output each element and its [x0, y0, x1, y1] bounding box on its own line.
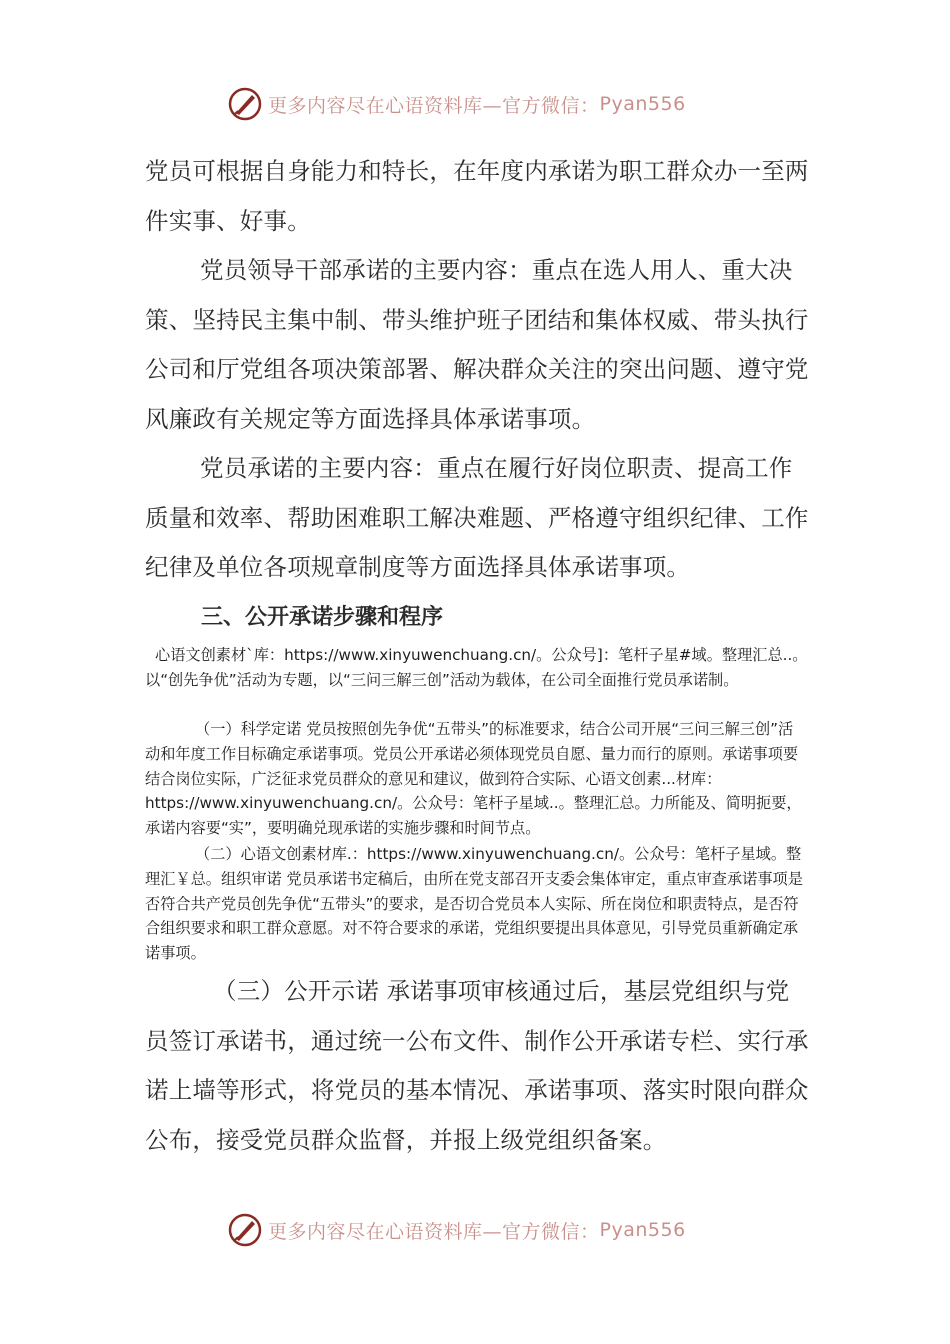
- paragraph-leader-commitment: 党员领导干部承诺的主要内容：重点在选人用人、重大决策、坚持民主集中制、带头维护班子团结和集体权威、带头执行公司和厅党组各项决策部署、解决群众关注的突出问题、遵守党风廉政有关规定等方面选择具体承诺事项。: [145, 256, 809, 433]
- header-banner: [228, 87, 728, 121]
- footer-banner-text: 更多内容尽在心语资料库—官方微信：: [268, 1220, 600, 1243]
- quill-logo-icon: [228, 1213, 262, 1247]
- header-banner-id: Pyan556: [599, 93, 686, 115]
- paragraph-member-commitment: 党员承诺的主要内容：重点在履行好岗位职责、提高工作质量和效率、帮助困难职工解决难题、严格遵守组织纪律、工作纪律及单位各项规章制度等方面选择具体承诺事项。: [145, 454, 809, 582]
- quill-logo-icon: [228, 87, 262, 121]
- footer-banner: [228, 1213, 728, 1247]
- paragraph-section3-intro: 心语文创素材`库：https://www.xinyuwenchuang.cn/。公众号]：笔杆子星#域。整理汇总..。 以“创先争优”活动为专题，以“三问三解三创”活动为载体，在公司全面推行党员承诺制。: [145, 646, 831, 689]
- paragraph-commitment-intro: 党员可根据自身能力和特长，在年度内承诺为职工群众办一至两件实事、好事。: [145, 157, 809, 235]
- paragraph-step-3: （三）公开示诺 承诺事项审核通过后，基层党组织与党员签订承诺书，通过统一公布文件、制作公开承诺专栏、实行承诺上墙等形式，将党员的基本情况、承诺事项、落实时限向群众公布，接受党员群众监督，并报上级党组织备案。: [145, 977, 809, 1154]
- header-banner-text: 更多内容尽在心语资料库—官方微信：: [268, 94, 600, 117]
- paragraph-step-1: （一）科学定诺 党员按照创先争优“五带头”的标准要求，结合公司开展“三问三解三创”活动和年度工作目标确定承诺事项。党员公开承诺必须体现党员自愿、量力而行的原则。承诺事项要结合岗位实际，广泛征求党员群众的意见和建议，做到符合实际、心语文创素...材库：https://www.xinyuwenchuang.cn/。公众号：笔杆子星域..。整理汇总。力所能及、简明扼要，承诺内容要“实”，要明确兑现承诺的实施步骤和时间节点。: [145, 720, 802, 838]
- section-heading-3: 三、公开承诺步骤和程序: [201, 605, 444, 630]
- paragraph-step-2: （二）心语文创素材库.：https://www.xinyuwenchuang.cn/。公众号：笔杆子星域。整理汇￥总。组织审诺 党员承诺书定稿后，由所在党支部召开支委会集体审定，重点审查承诺事项是否符合共产党员创先争优“五带头”的要求，是否切合党员本人实际、所在岗位和职责特点，是否符合组织要求和职工群众意愿。对不符合要求的承诺，党组织要提出具体意见，引导党员重新确定承诺事项。: [145, 845, 803, 963]
- footer-banner-id: Pyan556: [599, 1219, 686, 1241]
